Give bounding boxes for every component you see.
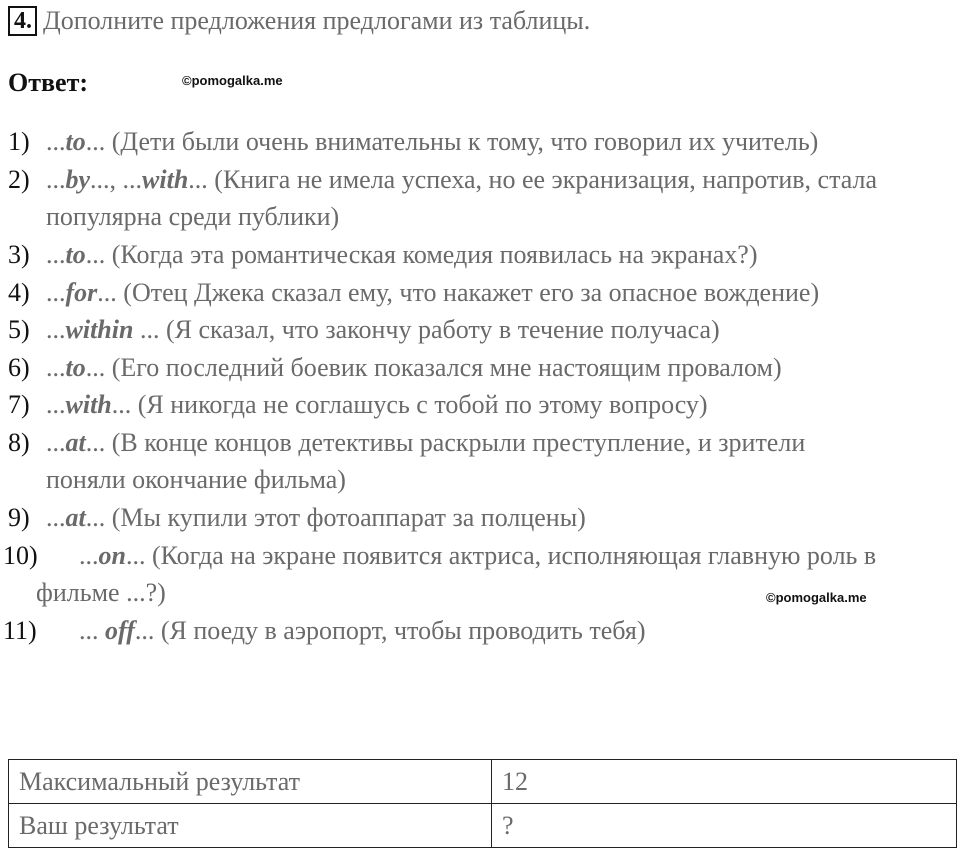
answer-item-2-continuation: популярна среди публики) (46, 202, 340, 231)
score-label: Максимальный результат (9, 760, 492, 804)
score-value: 12 (492, 760, 957, 804)
translation: (Его последний боевик показался мне настоящим провалом) (105, 353, 782, 382)
score-value: ? (492, 804, 957, 848)
translation: (Когда эта романтическая комедия появилась на экранах?) (105, 240, 758, 269)
translation: (Книга не имела успеха, но ее экранизация, напротив, стала (207, 165, 878, 194)
answer-item-8-continuation: поняли окончание фильма) (46, 465, 346, 494)
item-number: 5) (8, 315, 30, 344)
preposition: at (65, 503, 86, 532)
answer-item-3: 3) ...to... (Когда эта романтическая комедия появилась на экранах?) (8, 236, 758, 274)
score-row-max (9, 760, 957, 804)
answer-item-7: 7) ...with... (Я никогда не соглашусь с тобой по этому вопросу) (8, 386, 708, 424)
answer-item-11: 11) ... off... (Я поеду в аэропорт, чтобы проводить тебя) (3, 612, 646, 650)
task-instruction: Дополните предложения предлогами из таблицы. (43, 6, 591, 35)
score-table (8, 759, 957, 848)
preposition: on (98, 541, 126, 570)
item-number: 6) (8, 353, 30, 382)
translation: (Когда на экране появится актриса, исполняющая главную роль в (145, 541, 877, 570)
preposition: to (65, 127, 86, 156)
answer-item-4: 4) ...for... (Отец Джека сказал ему, что накажет его за опасное вождение) (8, 274, 819, 312)
preposition: to (65, 353, 86, 382)
item-number: 9) (8, 503, 30, 532)
answer-item-2: 2) ...by..., ...with... (Книга не имела успеха, но ее экранизация, напротив, стала (8, 161, 877, 199)
score-row-yours (9, 804, 957, 848)
item-number: 1) (8, 127, 30, 156)
answer-item-9: 9) ...at... (Мы купили этот фотоаппарат за полцены) (8, 499, 586, 537)
preposition: at (65, 428, 86, 457)
translation: (Отец Джека сказал ему, что накажет его за опасное вождение) (116, 278, 820, 307)
answer-item-10: 10) ...on... (Когда на экране появится актриса, исполняющая главную роль в (3, 537, 876, 575)
item-number: 3) (8, 240, 30, 269)
item-number: 10) (3, 541, 38, 570)
translation: (Я поеду в аэропорт, чтобы проводить тебя) (154, 616, 646, 645)
answer-item-10-continuation: фильме ...?) (36, 578, 166, 607)
score-label: Ваш результат (9, 804, 492, 848)
translation: (Я сказал, что закончу работу в течение получаса) (159, 315, 720, 344)
watermark-top: ©pomogalka.me (182, 73, 283, 88)
watermark-bottom: ©pomogalka.me (766, 590, 867, 605)
translation: (Дети были очень внимательны к тому, что говорил их учитель) (105, 127, 819, 156)
item-number: 4) (8, 278, 30, 307)
preposition-2: with (142, 165, 189, 194)
item-number: 11) (3, 616, 37, 645)
preposition: by (65, 165, 91, 194)
preposition: to (65, 240, 86, 269)
answer-label: Ответ: (8, 68, 89, 97)
translation: (Мы купили этот фотоаппарат за полцены) (105, 503, 586, 532)
preposition: off (105, 616, 135, 645)
preposition: with (65, 390, 112, 419)
translation: (В конце концов детективы раскрыли преступление, и зрители (105, 428, 806, 457)
answer-item-1: 1) ...to... (Дети были очень внимательны к тому, что говорил их учитель) (8, 123, 818, 161)
translation: (Я никогда не соглашусь с тобой по этому вопросу) (131, 390, 708, 419)
answer-item-8: 8) ...at... (В конце концов детективы раскрыли преступление, и зрители (8, 424, 805, 462)
task-number: 4. (8, 6, 37, 36)
item-number: 8) (8, 428, 30, 457)
item-number: 7) (8, 390, 30, 419)
item-number: 2) (8, 165, 30, 194)
preposition: within (65, 315, 134, 344)
answer-item-5: 5) ...within ... (Я сказал, что закончу работу в течение получаса) (8, 311, 720, 349)
preposition: for (65, 278, 98, 307)
answer-item-6: 6) ...to... (Его последний боевик показался мне настоящим провалом) (8, 349, 782, 387)
task-header (8, 4, 590, 38)
